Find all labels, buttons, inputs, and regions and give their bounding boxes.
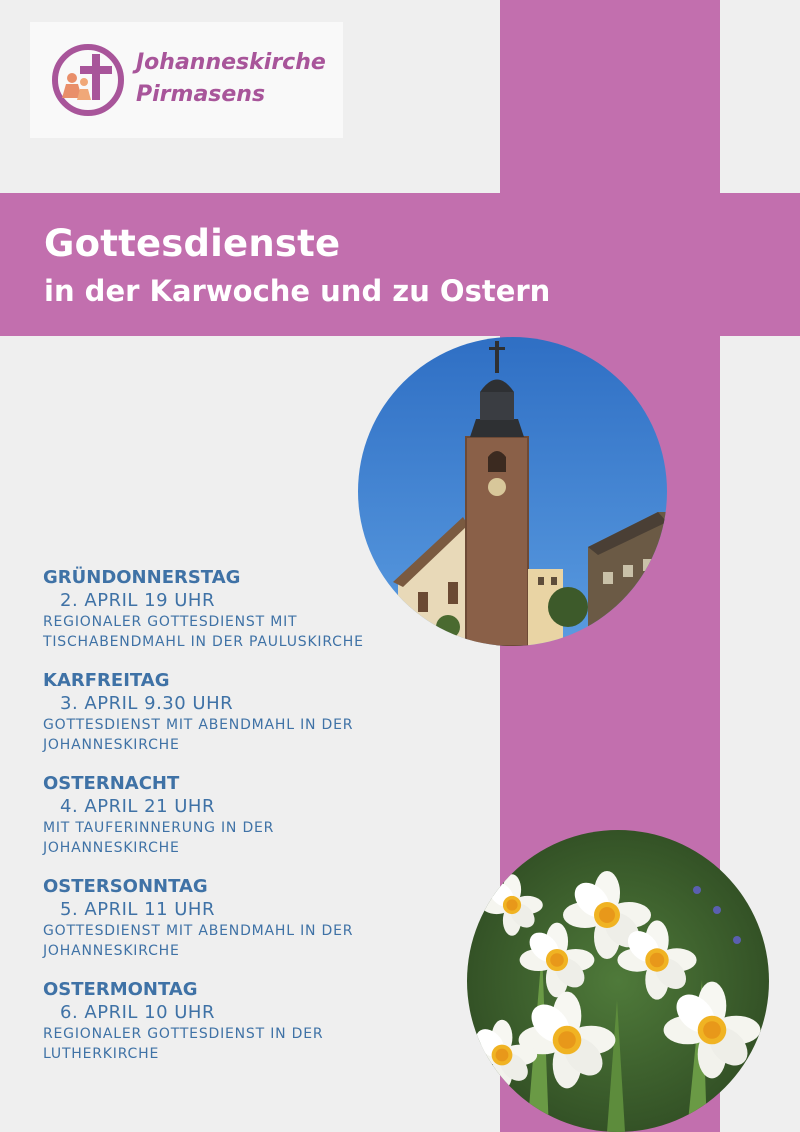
daffodils-photo [467,830,769,1132]
event-day: KARFREITAG [43,670,170,691]
logo-text-line1: Johanneskirche [136,50,326,75]
event-item [43,978,483,1064]
event-item [43,669,483,755]
event-description-line2: LUTHERKIRCHE [43,1046,160,1062]
event-item [43,875,483,961]
event-day: OSTERMONTAG [43,979,198,1000]
event-description-line1: GOTTESDIENST MIT ABENDMAHL IN DER [43,717,354,733]
logo-text-line2: Pirmasens [136,82,266,107]
logo [30,22,343,138]
event-description-line2: JOHANNESKIRCHE [43,840,180,856]
event-description-line2: TISCHABENDMAHL IN DER PAULUSKIRCHE [43,634,364,650]
event-description-line1: REGIONALER GOTTESDIENST MIT [43,614,298,630]
event-description-line2: JOHANNESKIRCHE [43,737,180,753]
page-title: Gottesdienste [44,222,341,265]
event-description-line1: GOTTESDIENST MIT ABENDMAHL IN DER [43,923,354,939]
event-item [43,772,483,858]
church-logo-icon [50,42,126,118]
event-date: 6. APRIL 10 UHR [60,1002,215,1023]
event-date: 5. APRIL 11 UHR [60,899,215,920]
service-schedule [43,566,483,1081]
event-day: OSTERSONNTAG [43,876,208,897]
page-subtitle: in der Karwoche und zu Ostern [44,274,551,308]
event-date: 3. APRIL 9.30 UHR [60,693,234,714]
event-item [43,566,483,652]
event-date: 2. APRIL 19 UHR [60,590,215,611]
event-description-line2: JOHANNESKIRCHE [43,943,180,959]
event-date: 4. APRIL 21 UHR [60,796,215,817]
event-description-line1: MIT TAUFERINNERUNG IN DER [43,820,275,836]
event-day: OSTERNACHT [43,773,180,794]
event-description-line1: REGIONALER GOTTESDIENST IN DER [43,1026,324,1042]
event-day: GRÜNDONNERSTAG [43,567,241,588]
